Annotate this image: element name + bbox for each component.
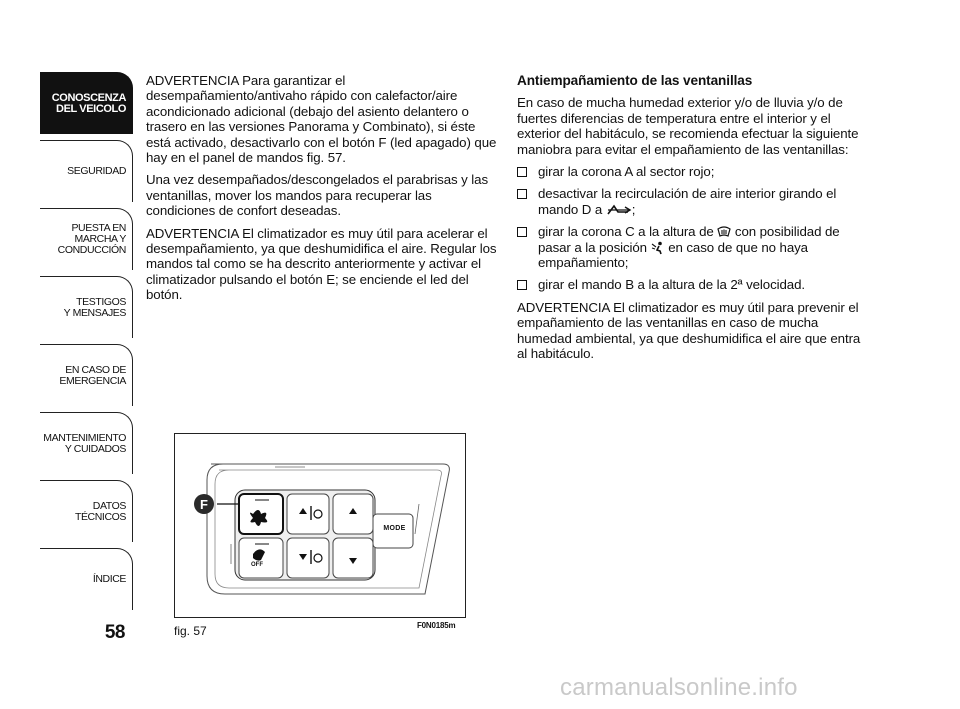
step-item: girar el mando B a la altura de la 2ª velocidad. xyxy=(517,277,869,292)
checkbox-bullet-icon xyxy=(517,227,527,237)
callout-f-badge: F xyxy=(194,494,214,514)
checkbox-bullet-icon xyxy=(517,189,527,199)
step-item: desactivar la recirculación de aire interior girando el mando D a ; xyxy=(517,186,869,217)
tab-datos-tecnicos[interactable] xyxy=(40,480,133,542)
control-panel-illustration xyxy=(175,434,464,616)
tab-label: CONOSCENZA DEL VEICOLO xyxy=(51,91,126,115)
figure-caption: fig. 57 xyxy=(174,624,207,638)
paragraph-advertencia-antiempanamiento: ADVERTENCIA El climatizador es muy útil para prevenir el empañamiento de las ventanillas en caso de mucha humedad ambiental, ya que deshumidifica el aire que entra al habitáculo. xyxy=(517,299,861,362)
paragraph-advertencia-calefactor: ADVERTENCIA Para garantizar el desempañamiento/antivaho rápido con calefactor/aire acondicionado adicional (debajo del asiento delantero o trasero en las versiones Panorama y Combinato), si éste está activado, desactivarlo con el botón F (led apagado) que hay en el panel de mandos fig. 57. xyxy=(146,73,497,166)
tab-emergencia[interactable] xyxy=(40,344,133,406)
windscreen-defrost-icon xyxy=(717,225,731,239)
tab-conoscenza-del-veicolo[interactable] xyxy=(40,72,133,134)
off-label: OFF xyxy=(251,562,263,568)
figure-57 xyxy=(174,433,466,618)
page-number: 58 xyxy=(104,622,125,643)
section-heading: Antiempañamiento de las ventanillas xyxy=(517,73,753,88)
paragraph-advertencia-climatizador: ADVERTENCIA El climatizador es muy útil para acelerar el desempañamiento, ya que deshumidifica el aire. Regular los mandos tal como se ha descrito anteriormente y activar el climatizador pulsando el botón E; se enciende el led del botón. xyxy=(146,225,497,303)
paragraph-confort: Una vez desempañados/descongelados el parabrisas y las ventanillas, mover los mandos para recuperar las condiciones de confort deseadas. xyxy=(146,172,489,219)
checkbox-bullet-icon xyxy=(517,280,527,290)
tab-seguridad[interactable] xyxy=(40,140,133,202)
feet-windscreen-icon xyxy=(651,241,665,255)
figure-code: F0N0185m xyxy=(417,621,456,630)
paragraph-intro: En caso de mucha humedad exterior y/o de lluvia y/o de fuertes diferencias de temperatura entre el interior y el exterior del habitáculo, se recomienda efectuar la siguiente maniobra para evitar el empañamiento de las ventanillas: xyxy=(517,95,859,157)
tab-label: DATOS TÉCNICOS xyxy=(74,499,126,523)
chapter-tabs xyxy=(40,72,133,616)
right-column xyxy=(517,73,869,369)
mode-button-label: MODE xyxy=(383,525,406,532)
fresh-air-intake-icon xyxy=(606,203,632,217)
left-column xyxy=(146,73,498,310)
tab-label: TESTIGOS Y MENSAJES xyxy=(63,295,126,319)
tab-label: EN CASO DE EMERGENCIA xyxy=(59,363,126,387)
watermark-text: carmanualsonline.info xyxy=(560,674,798,701)
tab-puesta-en-marcha[interactable] xyxy=(40,208,133,270)
steps-list xyxy=(517,164,869,293)
tab-indice[interactable] xyxy=(40,548,133,610)
tab-label: MANTENIMIENTO Y CUIDADOS xyxy=(43,431,126,455)
tab-label: SEGURIDAD xyxy=(67,165,126,177)
checkbox-bullet-icon xyxy=(517,167,527,177)
tab-label: PUESTA EN MARCHA Y CONDUCCIÓN xyxy=(57,222,126,256)
tab-mantenimiento[interactable] xyxy=(40,412,133,474)
step-item: girar la corona C a la altura de con posibilidad de pasar a la posición en caso de que no haya empañamiento; xyxy=(517,224,869,270)
tab-label: ÍNDICE xyxy=(92,573,126,585)
tab-testigos[interactable] xyxy=(40,276,133,338)
step-item: girar la corona A al sector rojo; xyxy=(517,164,869,179)
